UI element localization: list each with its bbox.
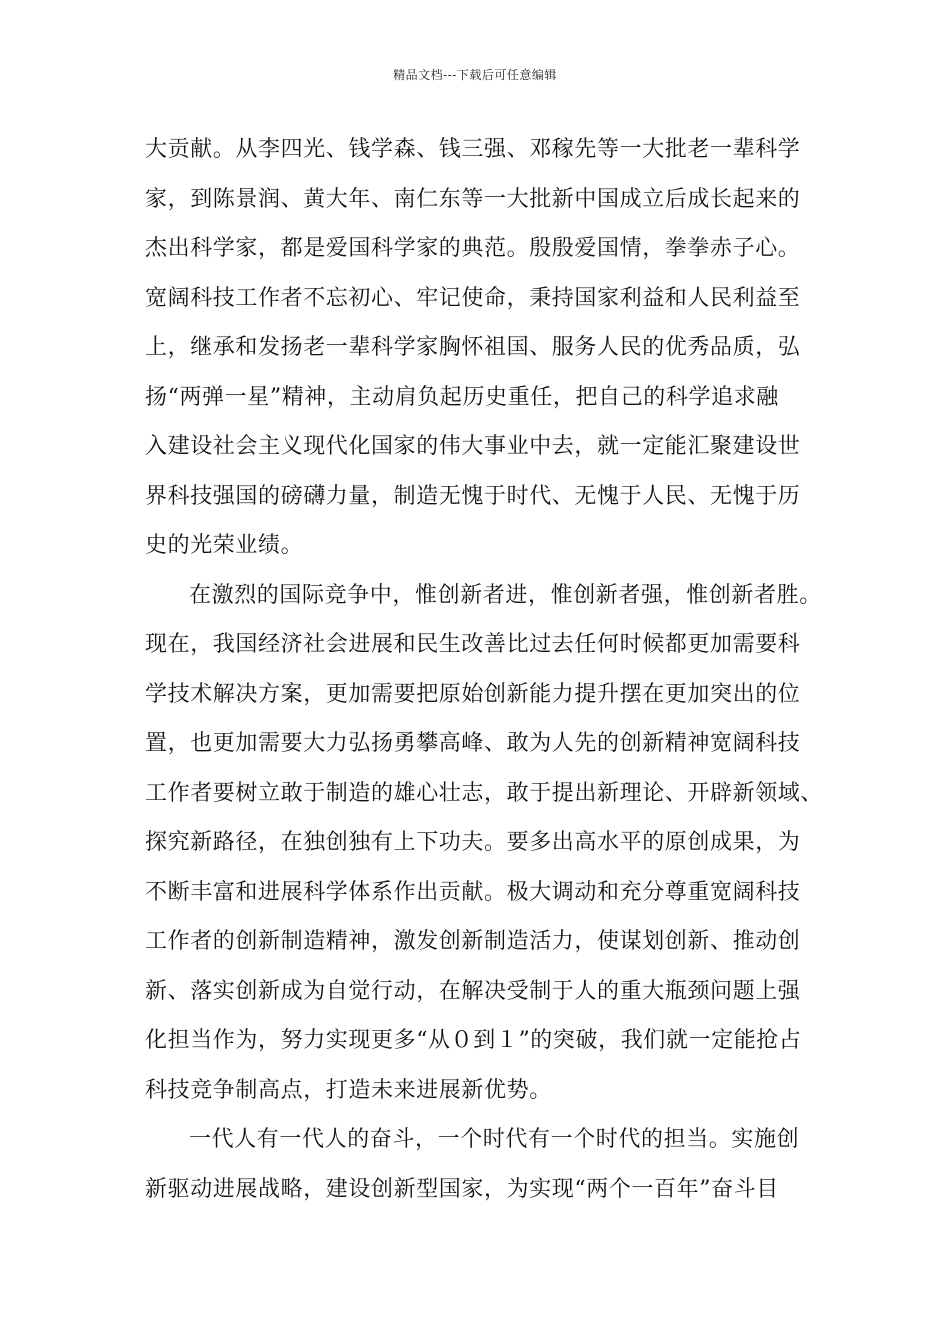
body-text: [145, 130, 824, 1219]
text-line: 工作者的创新制造精神，激发创新制造活力，使谋划创新、推动创: [145, 929, 801, 954]
text-line: 科技竞争制高点，打造未来进展新优势。: [145, 1077, 552, 1103]
text-line: 杰出科学家，都是爱国科学家的典范。殷殷爱国情，拳拳赤子心。: [145, 236, 801, 261]
text-line: 工作者要树立敢于制造的雄心壮志，敢于提出新理论、开辟新领域、: [145, 780, 824, 806]
text-line: 宽阔科技工作者不忘初心、牢记使命，秉持国家利益和人民利益至: [145, 285, 801, 311]
text-line: 化担当作为，努力实现更多“从０到１”的突破，我们就一定能抢占: [145, 1028, 802, 1053]
text-line: 史的光荣业绩。: [145, 533, 304, 558]
text-line: 入建设社会主义现代化国家的伟大事业中去，就一定能汇聚建设世: [145, 434, 801, 459]
text-line: 置，也更加需要大力弘扬勇攀高峰、敢为人先的创新精神宽阔科技: [145, 731, 801, 756]
text-line: 上，继承和发扬老一辈科学家胸怀祖国、服务人民的优秀品质，弘: [145, 335, 801, 360]
text-line: 界科技强国的磅礴力量，制造无愧于时代、无愧于人民、无愧于历: [145, 483, 801, 509]
text-line: 扬“两弹一星”精神，主动肩负起历史重任，把自己的科学追求融: [145, 384, 779, 410]
text-line: 探究新路径，在独创独有上下功夫。要多出高水平的原创成果，为: [145, 830, 801, 855]
text-line: 家，到陈景润、黄大年、南仁东等一大批新中国成立后成长起来的: [145, 186, 801, 212]
text-line: 不断丰富和进展科学体系作出贡献。极大调动和充分尊重宽阔科技: [145, 879, 801, 905]
paragraph-first-line: 一代人有一代人的奋斗，一个时代有一个时代的担当。实施创: [189, 1127, 800, 1152]
text-line: 现在，我国经济社会进展和民生改善比过去任何时候都更加需要科: [145, 632, 801, 657]
paragraph-first-line: 在激烈的国际竞争中，惟创新者进，惟创新者强，惟创新者胜。: [189, 582, 822, 608]
text-line: 新、落实创新成为自觉行动，在解决受制于人的重大瓶颈问题上强: [145, 978, 801, 1004]
text-line: 大贡献。从李四光、钱学森、钱三强、邓稼先等一大批老一辈科学: [145, 137, 801, 162]
text-line: 学技术解决方案，更加需要把原始创新能力提升摆在更加突出的位: [145, 681, 801, 707]
page-header: 精品文档---下载后可任意编辑: [393, 68, 557, 82]
text-line: 新驱动进展战略，建设创新型国家，为实现“两个一百年”奋斗目: [145, 1176, 779, 1202]
